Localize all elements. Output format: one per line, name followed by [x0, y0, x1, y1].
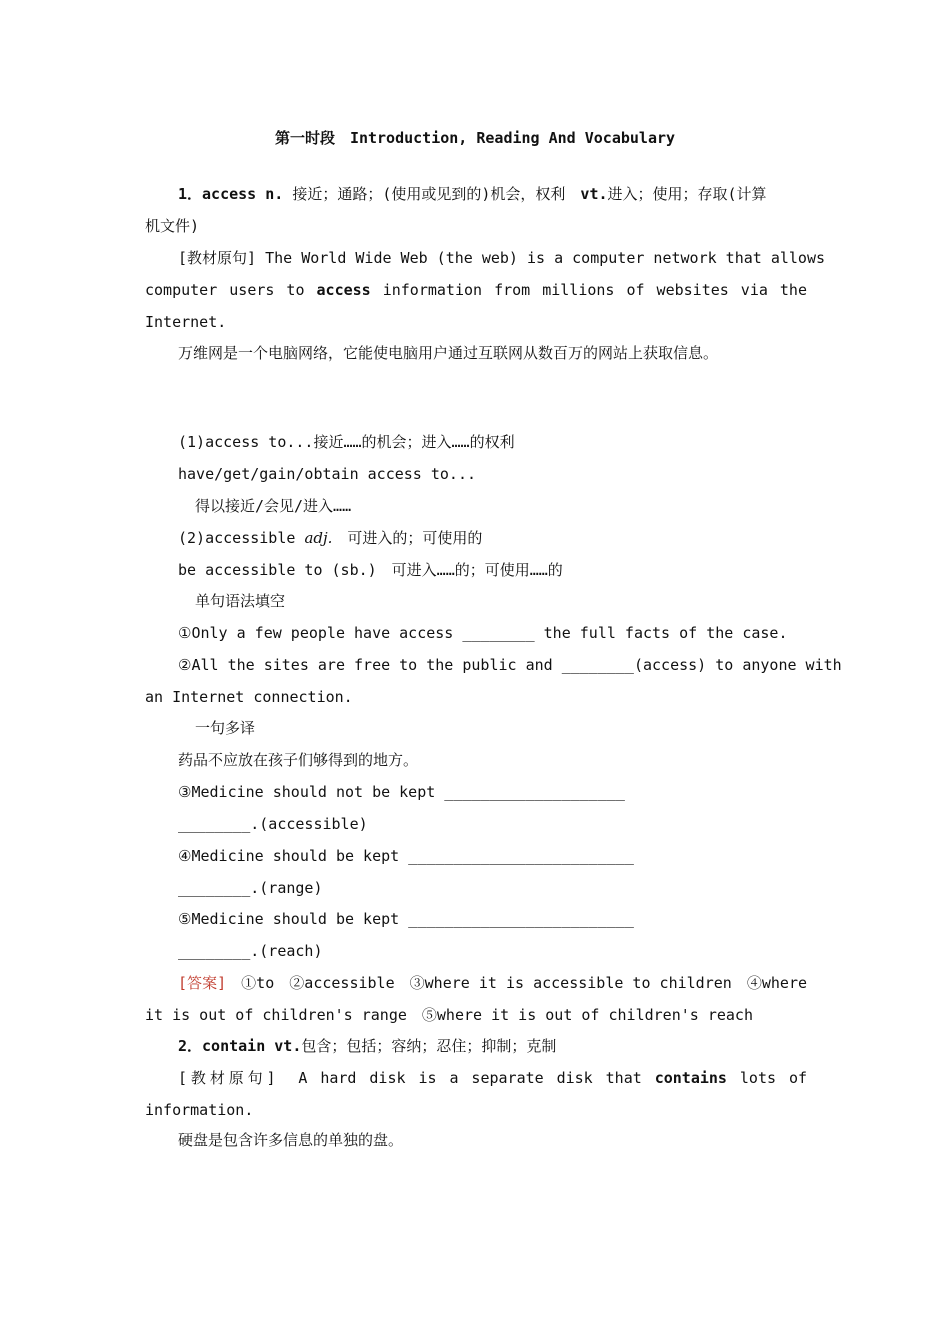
exercise-question-cont: an Internet connection.: [145, 688, 353, 706]
source-text: computer users to: [145, 281, 317, 299]
page-title: 第一时段 Introduction, Reading And Vocabulary: [274, 129, 676, 147]
entry-definition: 包含；包括；容纳；忍住；抑制；克制: [301, 1037, 557, 1055]
source-sentence-line: [145, 280, 807, 300]
exercise-heading: 一句多译: [195, 719, 256, 737]
phrase-item: (1)access to...接近……的机会；进入……的权利: [178, 433, 515, 451]
entry-pos: vt.: [274, 1037, 302, 1055]
source-label: [教材原句]: [178, 1069, 276, 1087]
answer-line-cont: it is out of children's range ⑤where it is out of children's reach: [145, 1006, 753, 1024]
phrase-text: (2)accessible: [178, 529, 305, 547]
entry-number: 2．: [178, 1037, 203, 1055]
phrase-text: 可进入的；可使用的: [332, 529, 483, 547]
source-text: The World Wide Web (the web) is a computer network that allows: [265, 249, 826, 267]
phrase-item: [178, 528, 807, 548]
translation: 硬盘是包含许多信息的单独的盘。: [178, 1131, 404, 1149]
highlight-word: access: [316, 281, 371, 299]
chinese-sentence: 药品不应放在孩子们够得到的地方。: [178, 751, 419, 769]
phrase-item: be accessible to (sb.) 可进入……的；可使用……的: [178, 561, 563, 579]
exercise-question: ③Medicine should not be kept ____________________: [178, 783, 625, 801]
source-sentence-line: [178, 1068, 807, 1088]
exercise-question: ①Only a few people have access ________ the full facts of the case.: [178, 624, 788, 642]
exercise-question-cont: ________.(reach): [178, 942, 323, 960]
translation: 万维网是一个电脑网络，它能使电脑用户通过互联网从数百万的网站上获取信息。: [178, 344, 719, 362]
entry-definition-cont: 机文件): [145, 217, 200, 235]
source-sentence-line: Internet.: [145, 313, 227, 331]
entry-number: 1．: [178, 185, 203, 203]
phrase-pos: adj.: [304, 529, 333, 547]
exercise-question-cont: ________.(accessible): [178, 815, 368, 833]
phrase-meaning: 得以接近/会见/进入……: [195, 497, 352, 515]
entry-word: contain: [202, 1037, 266, 1055]
exercise-question: ④Medicine should be kept _________________________: [178, 847, 634, 865]
entry-definition: 进入；使用；存取(计算: [607, 185, 767, 203]
exercise-heading: 单句语法填空: [195, 592, 286, 610]
entry-pos: vt.: [580, 185, 608, 203]
source-text: A hard disk is a separate disk that: [275, 1069, 655, 1087]
entry-pos: n.: [265, 185, 284, 203]
entry-definition: 接近；通路；(使用或见到的)机会，权利: [292, 185, 581, 203]
entry-word: access: [202, 185, 257, 203]
highlight-word: contains: [654, 1069, 727, 1087]
exercise-question-cont: ________.(range): [178, 879, 323, 897]
entry-heading-access: [178, 184, 807, 204]
phrase-item: have/get/gain/obtain access to...: [178, 465, 477, 483]
entry-heading-contain: [178, 1036, 807, 1056]
source-text: lots of: [726, 1069, 808, 1087]
answer-line: [178, 973, 807, 993]
source-sentence-line: [178, 248, 826, 268]
source-sentence-line: information.: [145, 1101, 254, 1119]
exercise-question: ⑤Medicine should be kept _________________________: [178, 910, 634, 928]
source-label: [教材原句]: [178, 249, 257, 267]
answer-label: [答案]: [178, 974, 227, 992]
source-text: information from millions of websites via the: [370, 281, 807, 299]
exercise-question: ②All the sites are free to the public and ________(access) to anyone with: [178, 656, 842, 674]
answer-text: ①to ②accessible ③where it is accessible to children ④where: [226, 974, 808, 992]
